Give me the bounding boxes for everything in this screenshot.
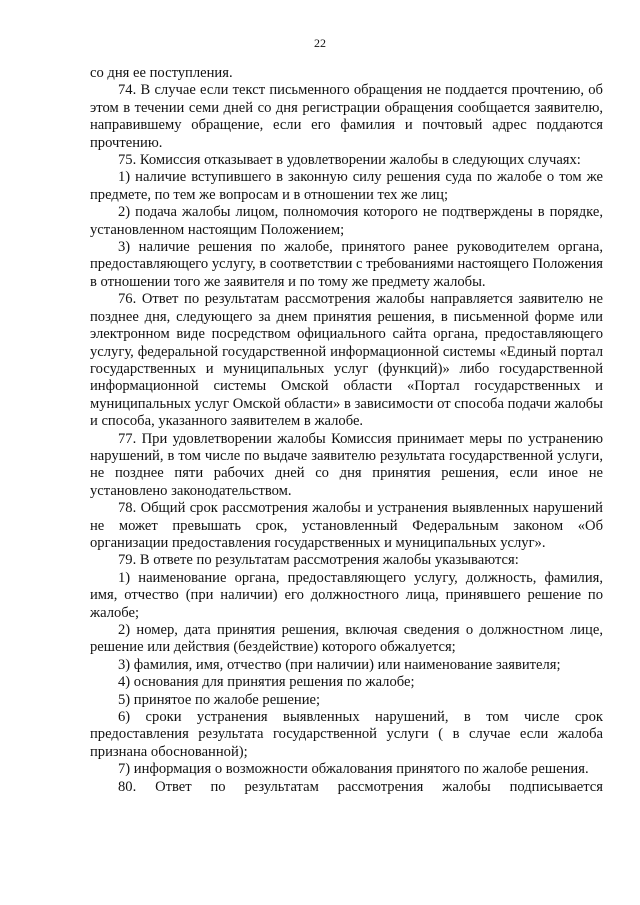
paragraph-77: 77. При удовлетворении жалобы Комиссия принимает меры по устранению нарушений, в том числе по выдаче заявителю результата государственной услуги, не позднее пяти рабочих дней со дня принятия решения, если иное не установлено законодательством. xyxy=(90,430,603,499)
paragraph-79-item-7: 7) информация о возможности обжалования принятого по жалобе решения. xyxy=(118,761,589,778)
paragraph-74: 74. В случае если текст письменного обращения не поддается прочтению, об этом в течении семи дней со дня регистрации обращения сообщается заявителю, направившему обращение, если его фамилия и почтовый адрес поддаются прочтению. xyxy=(90,82,603,151)
paragraph-continuation: со дня ее поступления. xyxy=(90,65,233,81)
paragraph-79: 79. В ответе по результатам рассмотрения жалобы указываются: xyxy=(118,552,519,569)
paragraph-79-item-6: 6) сроки устранения выявленных нарушений, в том числе срок предоставления результата государственной услуги ( в случае если жалоба признана обоснованной); xyxy=(90,709,603,760)
paragraph-79-item-4: 4) основания для принятия решения по жалобе; xyxy=(118,674,415,691)
paragraph-75-item-3: 3) наличие решения по жалобе, принятого ранее руководителем органа, предоставляющего услугу, в соответствии с требованиями настоящего Положения в отношении того же заявителя и по тому же предмету жалобы. xyxy=(90,239,603,290)
paragraph-80: 80. Ответ по результатам рассмотрения жалобы подписывается xyxy=(118,778,603,795)
paragraph-79-item-2: 2) номер, дата принятия решения, включая сведения о должностном лице, решение или действия (бездействие) которого обжалуется; xyxy=(90,622,603,656)
paragraph-75-item-1: 1) наличие вступившего в законную силу решения суда по жалобе о том же предмете, по тем же вопросам и в отношении тех же лиц; xyxy=(90,169,603,203)
paragraph-75: 75. Комиссия отказывает в удовлетворении жалобы в следующих случаях: xyxy=(118,152,581,169)
paragraph-79-item-1: 1) наименование органа, предоставляющего услугу, должность, фамилия, имя, отчество (при наличии) его должностного лица, принявшего решение по жалобе; xyxy=(90,569,603,621)
paragraph-79-item-5: 5) принятое по жалобе решение; xyxy=(118,691,321,708)
paragraph-76: 76. Ответ по результатам рассмотрения жалобы направляется заявителю не позднее дня, следующего за днем принятия решения, в письменной форме или электронном виде посредством официального сайта органа, предоставляющего услугу, федеральной государственной информационной системы «Единый портал государственных и муниципальных услуг (функций)» либо государственной информационной системы Омской области «Портал государственных и муниципальных услуг Омской области» в зависимости от способа подачи жалобы и способа, указанного заявителем в жалобе. xyxy=(90,291,603,430)
paragraph-78: 78. Общий срок рассмотрения жалобы и устранения выявленных нарушений не может превышать срок, установленный Федеральным законом «Об организации предоставления государственных и муниципальных услуг». xyxy=(90,500,603,551)
page-number: 22 xyxy=(314,36,326,50)
document-body xyxy=(90,65,603,796)
paragraph-75-item-2: 2) подача жалобы лицом, полномочия которого не подтверждены в порядке, установленном настоящим Положением; xyxy=(90,204,603,238)
paragraph-79-item-3: 3) фамилия, имя, отчество (при наличии) или наименование заявителя; xyxy=(118,656,561,673)
